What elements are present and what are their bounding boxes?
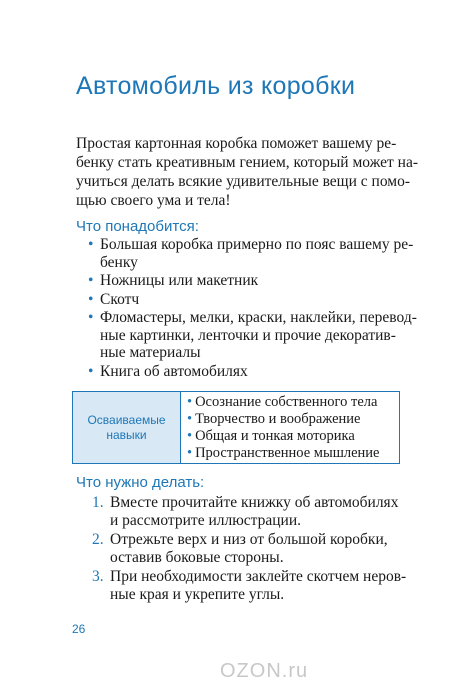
skills-label-line: навыки [106,427,147,442]
intro-line: учиться делать всякие удивительные вещи с помо- [76,173,411,190]
steps-heading: Что нужно делать: [76,474,205,491]
step-line: При необходимости заклейте скотчем неров- [110,568,407,585]
list-item-line: бенку [100,253,138,271]
step-line: и рассмотрите иллюстрации. [110,512,302,529]
skill-item [187,394,399,411]
step-line: оставив боковые стороны. [110,549,284,566]
step-item [92,531,404,567]
list-item-line: Ножницы или макетник [100,272,259,289]
list-item [88,236,414,271]
steps-list [92,494,407,605]
bullet-icon: • [187,411,193,427]
bullet-icon: • [88,362,94,380]
skill-text: Пространственное мышление [195,445,380,461]
intro-line: бенку стать креативным гением, который может на- [76,154,418,171]
step-line: Отрежьте верх и низ от большой коробки, [110,531,388,548]
watermark: OZON.ru [220,660,309,682]
skill-item [187,411,399,428]
step-number: 1. [92,494,104,511]
list-item-line: Книга об автомобилях [100,362,248,380]
bullet-icon: • [88,290,94,308]
list-item-line: ные картинки, ленточки и прочие декоратив- [100,326,396,344]
skills-table [72,391,400,464]
step-line: ные края и укрепите углы. [110,586,285,603]
list-item-line: Фломастеры, мелки, краски, наклейки, перевод- [100,309,417,326]
list-item-line: ные материалы [100,344,201,361]
intro-line: щью своего ума и тела! [76,192,231,209]
bullet-icon: • [88,272,94,289]
list-item [88,272,404,290]
list-item [88,291,404,309]
bullet-icon: • [187,394,193,410]
bullet-icon: • [88,236,94,253]
step-number: 3. [92,568,104,585]
bullet-icon: • [187,428,193,444]
materials-list [88,236,417,381]
list-item [88,363,404,381]
page-title: Автомобиль из коробки [76,72,356,100]
step-item [92,568,407,604]
page-number: 26 [72,622,86,636]
skill-item [187,428,399,445]
list-item [88,309,417,362]
skill-item [187,445,399,462]
skill-text: Общая и тонкая моторика [195,428,355,444]
step-line: Вместе прочитайте книжку об автомобилях [110,494,399,511]
materials-heading: Что понадобится: [76,218,199,235]
intro-paragraph [76,134,418,210]
bullet-icon: • [187,445,193,461]
skills-label-line: Осваиваемые [87,412,166,427]
bullet-icon: • [88,309,94,326]
step-item [92,494,404,530]
skill-text: Осознание собственного тела [195,394,378,410]
intro-line: Простая картонная коробка поможет вашему ре- [76,135,397,152]
skills-label [73,392,181,463]
list-item-line: Большая коробка примерно по пояс вашему ре- [100,236,414,253]
step-number: 2. [92,531,104,548]
list-item-line: Скотч [100,290,140,308]
skill-text: Творчество и воображение [195,411,361,427]
skills-list [181,392,399,463]
